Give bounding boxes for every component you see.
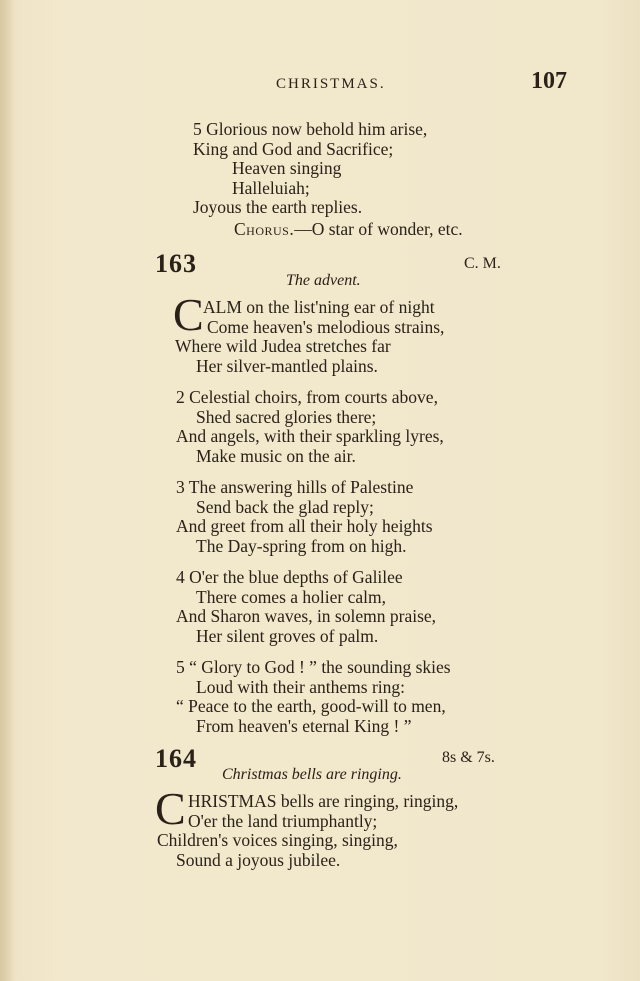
page-gutter-shadow (0, 0, 14, 981)
verse-line: Send back the glad reply; (196, 497, 374, 517)
verse-line: Loud with their anthems ring: (196, 677, 405, 697)
verse-line: And angels, with their sparkling lyres, (176, 426, 444, 446)
verse-line: There comes a holier calm, (196, 587, 386, 607)
hymn-subtitle: The advent. (286, 272, 361, 289)
verse-line: And greet from all their holy heights (176, 516, 433, 536)
verse-line: 4 O'er the blue depths of Galilee (176, 567, 403, 587)
verse-line: ALM on the list'ning ear of night (203, 297, 435, 317)
verse-line: 2 Celestial choirs, from courts above, (176, 387, 438, 407)
verse-line: 3 The answering hills of Palestine (176, 477, 414, 497)
verse-line: Children's voices singing, singing, (157, 830, 398, 850)
verse-line: Halleluiah; (232, 178, 310, 198)
verse-line: Make music on the air. (196, 446, 356, 466)
hymn-number: 163 (155, 249, 197, 278)
verse-line: And Sharon waves, in solemn praise, (176, 606, 437, 626)
verse-line: Shed sacred glories there; (196, 407, 377, 427)
drop-cap: C (155, 783, 186, 834)
verse-line: The Day-spring from on high. (196, 536, 407, 556)
running-head: CHRISTMAS. (276, 76, 386, 92)
page-number: 107 (531, 68, 567, 94)
verse-line: 5 Glorious now behold him arise, (193, 119, 428, 139)
verse-line: O'er the land triumphantly; (188, 811, 378, 831)
verse-line: Her silent groves of palm. (196, 626, 379, 646)
verse-line: Come heaven's melodious strains, (207, 317, 445, 337)
verse-line: “ Peace to the earth, good-will to men, (176, 696, 446, 716)
chorus-text: —O star of wonder, etc. (294, 219, 463, 239)
verse-line: Sound a joyous jubilee. (176, 850, 341, 870)
chorus-label: Chorus. (234, 219, 295, 239)
verse-line: King and God and Sacrifice; (193, 139, 394, 159)
verse-line: Joyous the earth replies. (193, 197, 363, 217)
drop-cap: C (173, 289, 204, 340)
hymn-meter: C. M. (464, 255, 501, 272)
hymn-meter: 8s & 7s. (442, 749, 495, 766)
hymn-subtitle: Christmas bells are ringing. (222, 766, 402, 783)
verse-line: HRISTMAS bells are ringing, ringing, (188, 791, 459, 811)
verse-line: Her silver-mantled plains. (196, 356, 378, 376)
verse-line: 5 “ Glory to God ! ” the sounding skies (176, 657, 451, 677)
chorus-line (234, 219, 463, 239)
verse-line: Where wild Judea stretches far (175, 336, 391, 356)
hymn-number: 164 (155, 744, 197, 773)
verse-line: Heaven singing (232, 158, 342, 178)
verse-line: From heaven's eternal King ! ” (196, 716, 412, 736)
